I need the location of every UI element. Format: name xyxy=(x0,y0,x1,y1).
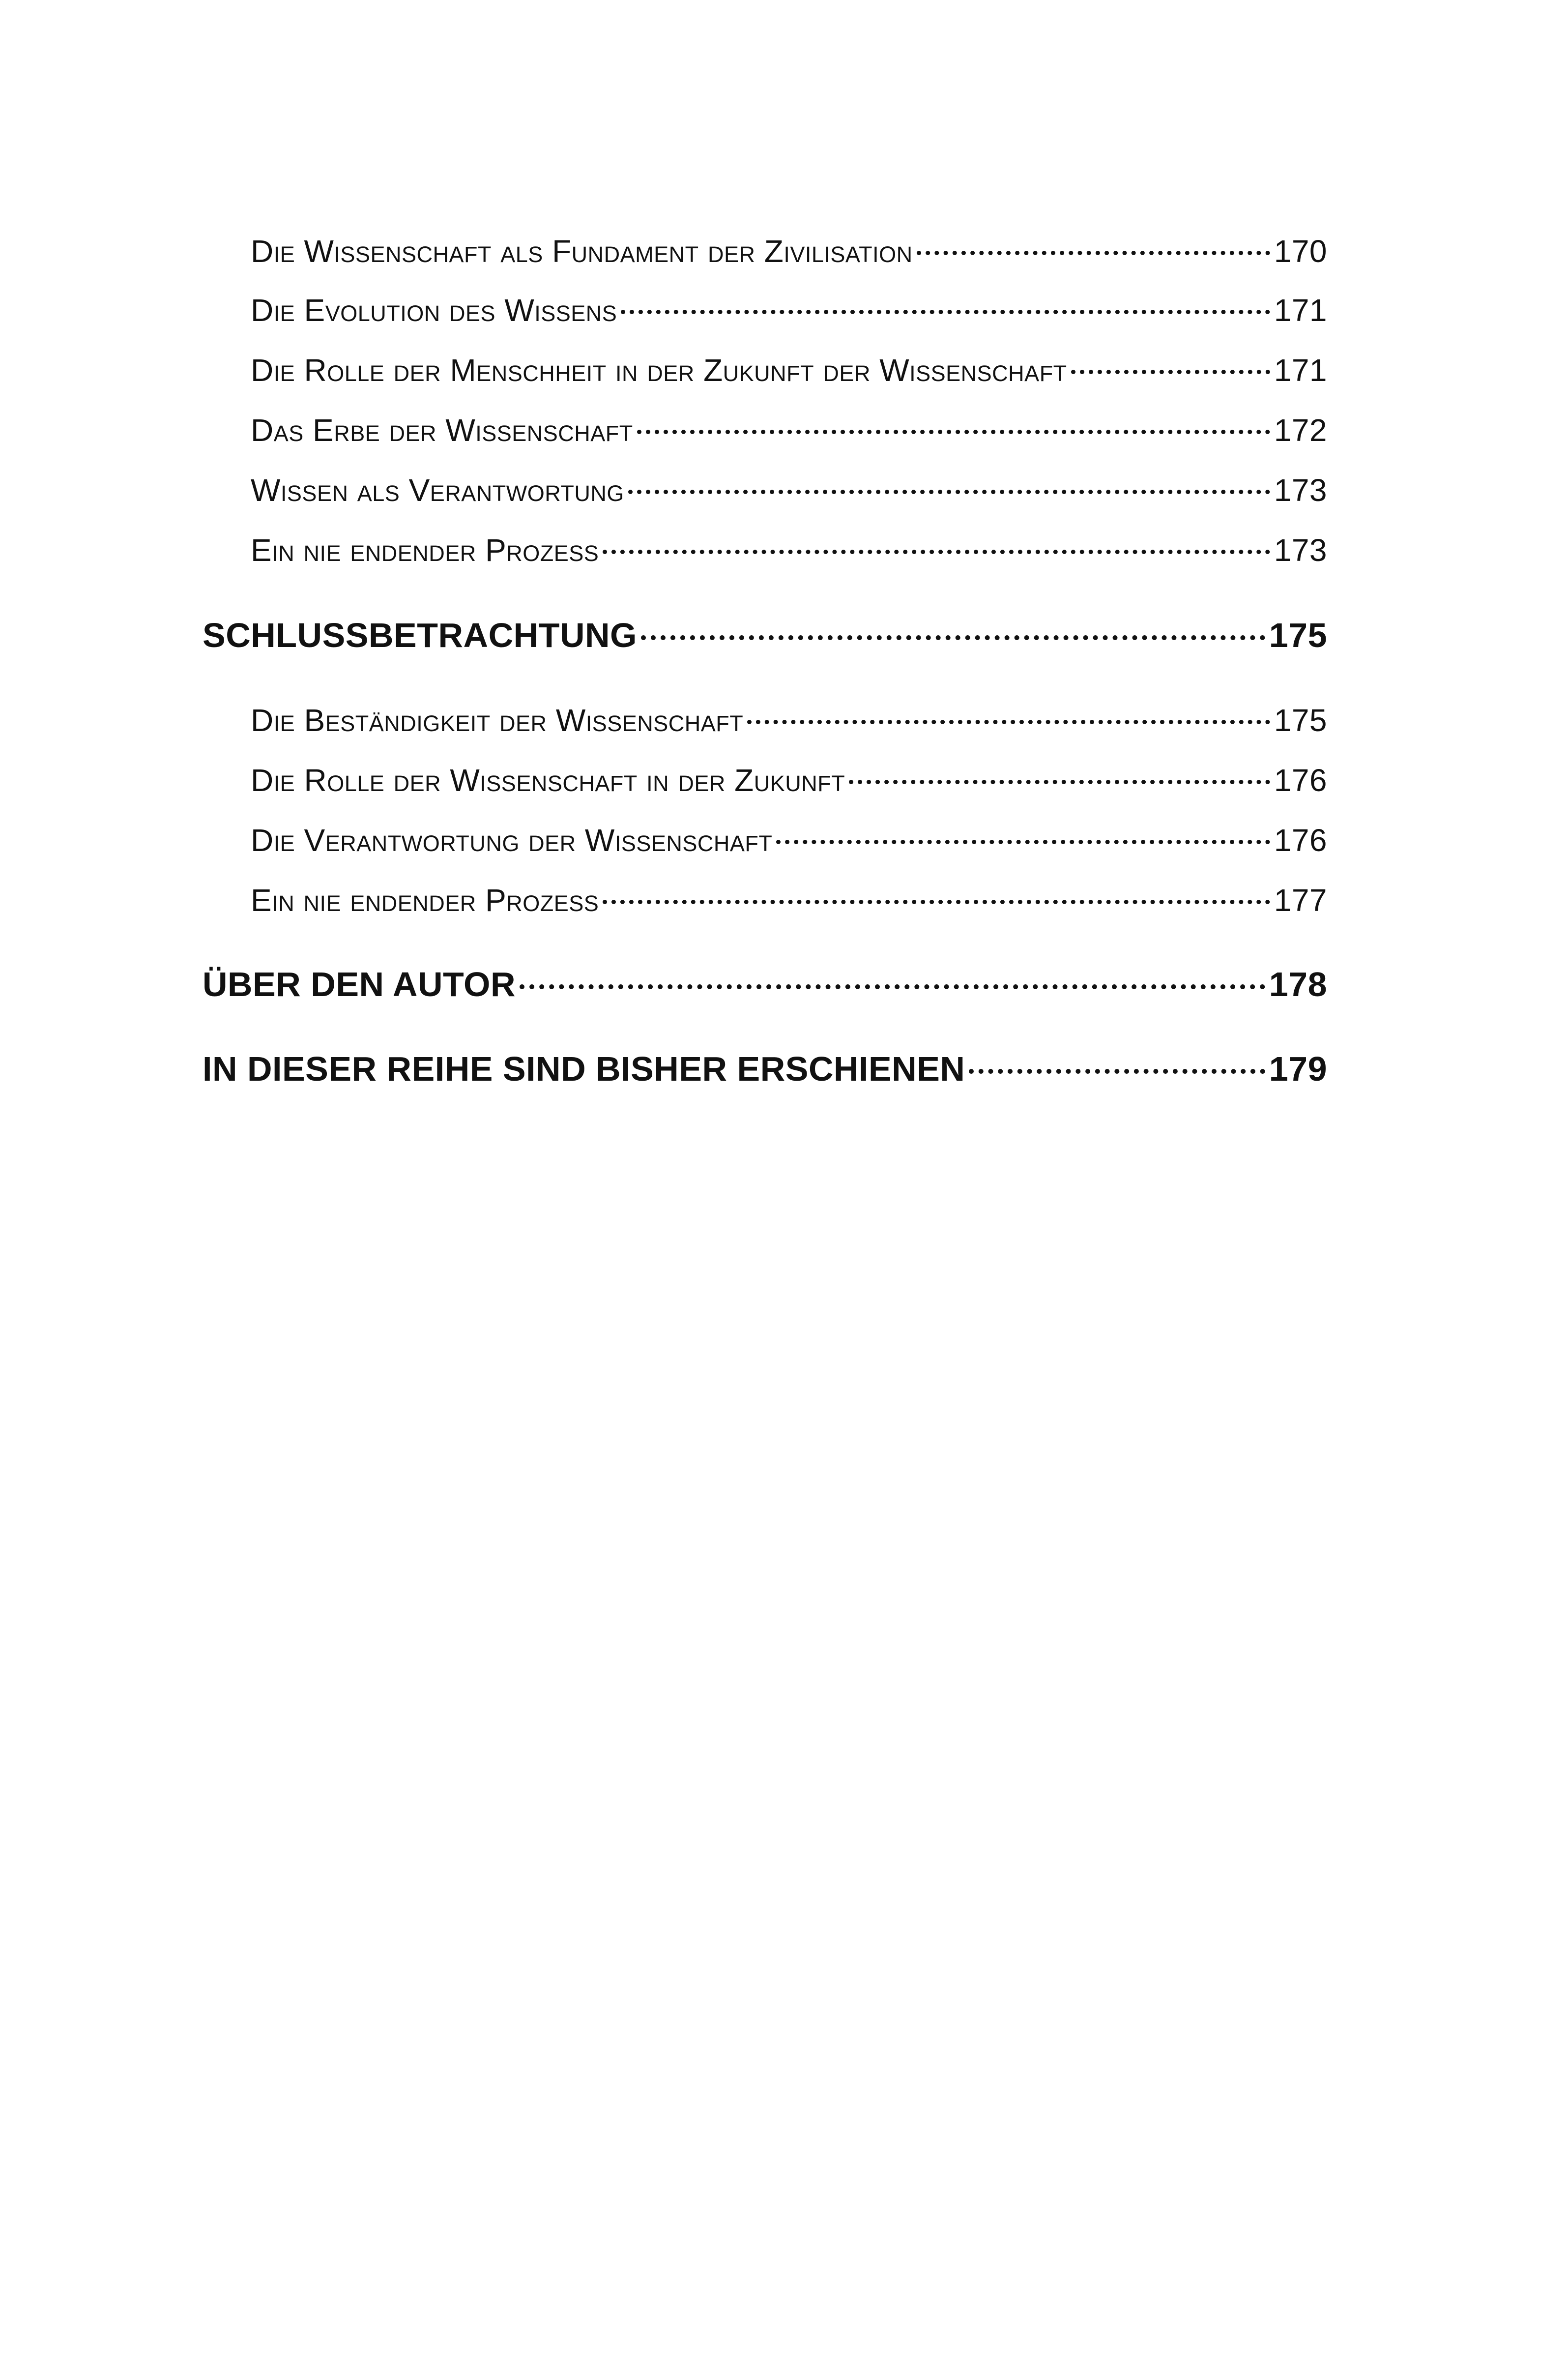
toc-entry-title: Die Rolle der Wissenschaft in der Zukunft xyxy=(251,763,845,798)
toc-entry-title: Das Erbe der Wissenschaft xyxy=(251,413,633,448)
toc-entry-page: 173 xyxy=(1274,472,1327,508)
toc-entry-title: Die Evolution des Wissens xyxy=(251,293,617,328)
toc-dot-leader xyxy=(917,251,1270,255)
toc-entry-page: 176 xyxy=(1274,823,1327,858)
toc-entry-page: 173 xyxy=(1274,532,1327,568)
toc-entry[interactable] xyxy=(251,822,1327,858)
toc-dot-leader xyxy=(621,310,1270,314)
toc-dot-leader xyxy=(776,840,1270,844)
toc-entry-page: 176 xyxy=(1274,763,1327,798)
toc-dot-leader xyxy=(747,720,1270,724)
toc-entry-page: 172 xyxy=(1274,413,1327,448)
toc-entry[interactable] xyxy=(251,233,1327,269)
toc-entry-page: 177 xyxy=(1274,883,1327,918)
toc-entry[interactable] xyxy=(251,412,1327,448)
toc-dot-leader xyxy=(641,635,1265,640)
toc-dot-leader xyxy=(637,430,1270,434)
toc-dot-leader xyxy=(969,1069,1265,1074)
toc-dot-leader xyxy=(628,490,1270,494)
toc-entry-title: IN DIESER REIHE SIND BISHER ERSCHIENEN xyxy=(203,1050,965,1088)
toc-entry-page: 171 xyxy=(1274,353,1327,388)
toc-entry[interactable] xyxy=(251,702,1327,738)
toc-entry[interactable] xyxy=(251,472,1327,508)
toc-chapter-entry[interactable] xyxy=(203,965,1327,1004)
toc-entry-title: ÜBER DEN AUTOR xyxy=(203,965,516,1003)
toc-entry-title: Ein nie endender Prozess xyxy=(251,883,599,918)
toc-dot-leader xyxy=(849,780,1270,784)
toc-entry-title: SCHLUSSBETRACHTUNG xyxy=(203,616,637,654)
toc-entry[interactable] xyxy=(251,882,1327,918)
toc-dot-leader xyxy=(1071,370,1270,374)
toc-entry[interactable] xyxy=(251,292,1327,328)
toc-entry-page: 170 xyxy=(1274,234,1327,269)
toc-entry-page: 175 xyxy=(1269,616,1327,654)
toc-dot-leader xyxy=(603,550,1270,554)
toc-entry-page: 175 xyxy=(1274,703,1327,738)
toc-entry[interactable] xyxy=(251,352,1327,388)
toc-entry-page: 178 xyxy=(1269,965,1327,1003)
toc-entry-page: 171 xyxy=(1274,293,1327,328)
toc-entry[interactable] xyxy=(251,762,1327,798)
toc-entry-title: Die Wissenschaft als Fundament der Zivilisation xyxy=(251,234,913,269)
toc-entry-title: Die Rolle der Menschheit in der Zukunft der Wissenschaft xyxy=(251,353,1067,388)
toc-chapter-entry[interactable] xyxy=(203,1049,1327,1089)
toc-chapter-entry[interactable] xyxy=(203,616,1327,655)
toc-entry-title: Ein nie endender Prozess xyxy=(251,532,599,568)
toc-entry[interactable] xyxy=(251,532,1327,568)
toc-dot-leader xyxy=(520,984,1265,989)
toc-entry-title: Wissen als Verantwortung xyxy=(251,472,624,508)
toc-entry-title: Die Beständigkeit der Wissenschaft xyxy=(251,703,744,738)
toc-entry-title: Die Verantwortung der Wissenschaft xyxy=(251,823,773,858)
toc-dot-leader xyxy=(603,900,1270,904)
toc-entry-page: 179 xyxy=(1269,1050,1327,1088)
